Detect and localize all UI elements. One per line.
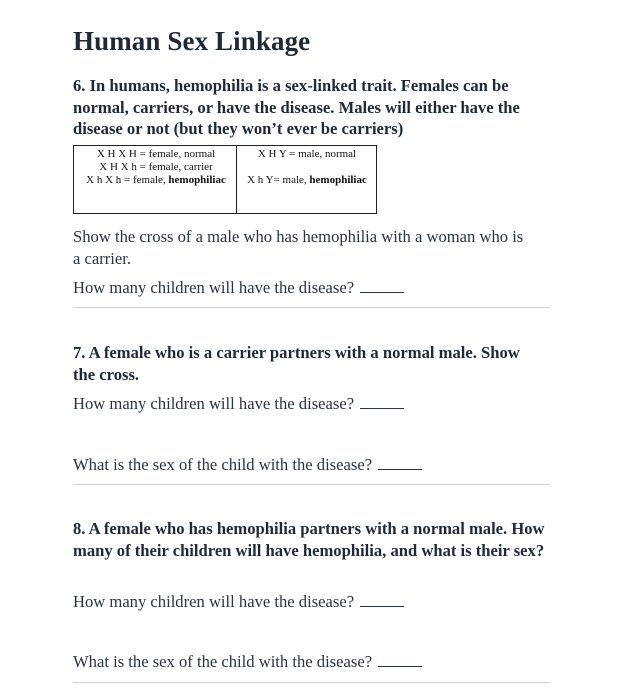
page-title: Human Sex Linkage xyxy=(73,26,311,56)
question-6-count-line xyxy=(73,277,404,299)
question-6-count-answer-blank[interactable] xyxy=(360,278,404,293)
question-6-instruction: Show the cross of a male who has hemophilia with a woman who is a carrier. xyxy=(73,227,524,268)
question-7-prompt: 7. A female who is a carrier partners with a normal male. Show the cross. xyxy=(73,343,520,384)
question-8-count-text: How many children will have the disease? xyxy=(73,592,355,611)
question-7-count-line xyxy=(73,393,404,415)
key-female-hemophiliac-label: X h X h = female, xyxy=(86,174,169,186)
question-8-count-line xyxy=(73,591,404,613)
section-divider-7 xyxy=(73,484,550,485)
question-7-sex-text: What is the sex of the child with the disease? xyxy=(73,455,373,474)
key-male-hemophiliac xyxy=(240,174,374,187)
question-6-count-text: How many children will have the disease? xyxy=(73,278,355,297)
question-8-sex-answer-blank[interactable] xyxy=(378,652,422,667)
question-8-prompt: 8. A female who has hemophilia partners with a normal male. How many of their children will have hemophilia, and what is their sex? xyxy=(73,519,545,560)
female-genotypes-cell xyxy=(78,148,234,187)
key-male-normal: X H Y = male, normal xyxy=(257,148,357,160)
question-7-sex-answer-blank[interactable] xyxy=(378,455,422,470)
key-male-spacer xyxy=(240,161,374,174)
key-male-hemophiliac-bold: hemophiliac xyxy=(309,174,367,186)
question-8-sex-text: What is the sex of the child with the disease? xyxy=(73,652,373,671)
key-female-carrier: X H X h = female, carrier xyxy=(99,161,213,173)
question-8-count-answer-blank[interactable] xyxy=(360,592,404,607)
section-divider-8 xyxy=(73,682,550,683)
key-female-hemophiliac xyxy=(78,174,234,187)
question-6-prompt: 6. In humans, hemophilia is a sex-linked trait. Females can be normal, carriers, or have the disease. Males will either have the disease or not (but they won’t ever be carriers) xyxy=(73,76,520,138)
genotype-key-table xyxy=(73,145,377,214)
question-7-sex-line xyxy=(73,454,422,476)
key-divider xyxy=(236,146,237,213)
question-7-count-text: How many children will have the disease? xyxy=(73,394,355,413)
key-male-hemophiliac-label: X h Y= male, xyxy=(247,174,310,186)
key-female-normal: X H X H = female, normal xyxy=(96,148,216,160)
key-female-hemophiliac-bold: hemophiliac xyxy=(168,174,226,186)
question-7-count-answer-blank[interactable] xyxy=(360,394,404,409)
section-divider-6 xyxy=(73,307,550,308)
question-8-sex-line xyxy=(73,651,422,673)
male-genotypes-cell xyxy=(240,148,374,187)
